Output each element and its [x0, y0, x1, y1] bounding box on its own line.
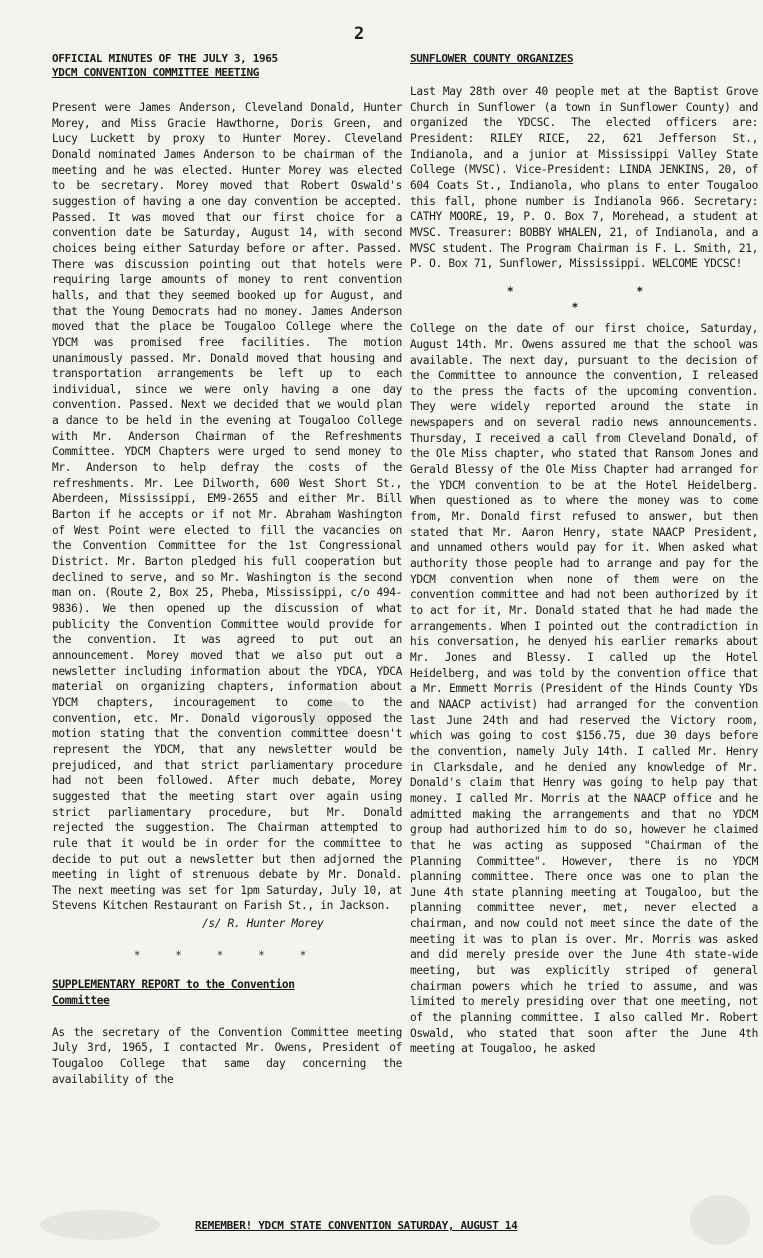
supplementary-body: As the secretary of the Convention Committee meeting July 3rd, 1965, I contacted Mr. Owens, President of Tougaloo College that same day concerning the availability of the — [52, 1025, 402, 1086]
supplementary-continued: College on the date of our first choice, Saturday, August 14th. Mr. Owens assured me that the school was available. The next day, pursuant to the decision of the Committee to announce the convention, I released to the press the facts of the upcoming convention. They were widely reported around the state in newspapers and on several radio news announcements. Thursday, I received a call from Cleveland Donald, of the Ole Miss chapter, who stated that Ransom Jones and Gerald Blessy of the Ole Miss Chapter had arranged for the YDCM convention to be at the Hotel Heidelberg. When questioned as to where the money was to come from, Mr. Donald first refused to answer, but then stated that Mr. Aaron Henry, state NAACP President, and unnamed others would pay for it. When asked what authority those people had to arrange and pay for the YDCM convention when none of them were on the convention committee and had not been authorized by it to act for it, Mr. Donald stated that he had made the arrangements. When I pointed out the contradiction in his conversation, he denyed his earlier remarks about Mr. Jones and Blessy. I called up the Hotel Heidelberg, and was told by the convention office that a Mr. Emmett Morris (President of the Hinds County YDs and NAACP activist) had arranged for the convention last June 24th and had reserved the Victory room, which was going to cost $156.75, due 30 days before the convention, namely July 14th. I called Mr. Henry in Clarksdale, and he denied any knowledge of Mr. Donald's claim that Henry was going to help pay that money. I called Mr. Morris at the NAACP office and he admitted making the arrangements and that no YDCM group had authorized him to do so, however he claimed that he was acting as supposed "Chairman of the Planning Committee". However, there is no YDCM planning committee. There once was one to plan the June 4th state planning meeting at Tougaloo, but the planning committee never, met, never elected a chairman, and now could not meet since the date of the meeting it was to plan is over. Mr. Morris was asked and did merely preside over the June 4th state-wide meeting, but was explicitly striped of general chairman powers which he tried to assume, and was limited to merely presiding over that one meeting, not of the planning committee. I also called Mr. Robert Oswald, who stated that soon after the June 4th meeting at Tougaloo, he asked — [410, 322, 758, 1056]
minutes-body: Present were James Anderson, Cleveland Donald, Hunter Morey, and Miss Gracie Hawthorne, Doris Green, and Lucy Luckett by proxy to Hunter Morey. Cleveland Donald nominated James Anderson to be chairman of the meeting and he was elected. Hunter Morey was elected to be secretary. Morey moved that Robert Oswald's suggestion of having a one day convention be accepted. Passed. It was moved that our first choice for a convention date be Saturday, August 14, with second choices being either Saturday before or after. Passed. There was discussion pointing out that hotels were requiring large amounts of money to rent convention halls, and that they seemed booked up for August, and that the Young Democrats had no money. James Anderson moved that the place be Tougaloo College where the YDCM was promised free facilities. The motion unanimously passed. Mr. Donald moved that housing and transportation arrangements be left up to each individual, since we were only having a one day convention. Passed. Next we decided that we would plan a dance to be held in the evening at Tougaloo College with Mr. Anderson Chairman of the Refreshments Committee. YDCM Chapters were urged to send money to Mr. Anderson to help defray the costs of the refreshments. Mr. Lee Dilworth, 600 West Short St., Aberdeen, Mississippi, EM9-2655 and either Mr. Bill Barton if he accepts or if not Mr. Abraham Washington of West Point were elected to fill the vacancies on the Convention Committee for the 1st Congressional District. Mr. Barton pledged his full cooperation but declined to serve, and so Mr. Washington is the second man on. (Route 2, Box 25, Pheba, Mississippi, c/o 494-9836). We then opened up the discussion of what publicity the Convention Committee would provide for the convention. It was agreed to put out an announcement. Morey moved that we also put out a newsletter including information about the YDCA, YDCA material on organizing chapters, information about YDCM chapters, incouragement to come to the convention, etc. Mr. Donald vigorously opposed the motion stating that the convention committee doesn't represent the YDCM, that any newsletter would be prejudiced, and that strict parliamentary procedure had not been followed. After much debate, Morey suggested that the meeting start over again using strict parliamentary procedure, but Mr. Donald rejected the suggestion. The Chairman attempted to rule that it would be in order for the committee to decide to put out a newsletter but then adjorned the meeting in light of strenuous debate by Mr. Donald. The next meeting was set for 1pm Saturday, July 10, at Stevens Kitchen Restaurant on Farish St., in Jackson. — [52, 101, 402, 913]
sunflower-body: Last May 28th over 40 people met at the Baptist Grove Church in Sunflower (a town in Sunflower County) and organized the YDCSC. The elected officers are: President: RILEY RICE, 22, 621 Jefferson St., Indianola, and a junior at Mississippi Valley State College (MVSC). Vice-President: LINDA JENKINS, 20, of 604 Coats St., Indianola, who plans to enter Tougaloo this fall, phone number is Indianola 966. Secretary: CATHY MOORE, 19, P. O. Box 7, Morehead, a student at MVSC. Treasurer: BOBBY WHALEN, 21, of Indianola, and a MVSC student. The Program Chairman is F. L. Smith, 21, P. O. Box 71, Sunflower, Mississippi. WELCOME YDCSC! — [410, 85, 758, 271]
section-divider: * * * * * — [133, 948, 321, 962]
signature: /s/ R. Hunter Morey — [202, 917, 324, 931]
supplementary-heading — [52, 977, 402, 1008]
sunflower-heading: SUNFLOWER COUNTY ORGANIZES — [410, 52, 574, 65]
minutes-heading-line1: OFFICIAL MINUTES OF THE JULY 3, 1965 — [52, 52, 278, 65]
supplementary-heading-line2: Committee — [52, 994, 110, 1008]
minutes-heading — [52, 52, 402, 80]
paper-smudge — [690, 1195, 750, 1245]
page-number: 2 — [354, 24, 365, 44]
minutes-heading-line2: YDCM CONVENTION COMMITTEE MEETING — [52, 66, 259, 79]
right-column — [410, 52, 758, 1057]
article-separator: * * * — [506, 284, 702, 314]
footer-reminder: REMEMBER! YDCM STATE CONVENTION SATURDAY, AUGUST 14 — [195, 1219, 518, 1232]
left-column — [52, 52, 402, 1087]
supplementary-heading-line1: SUPPLEMENTARY REPORT to the Convention — [52, 978, 295, 992]
paper-smudge — [40, 1210, 160, 1240]
